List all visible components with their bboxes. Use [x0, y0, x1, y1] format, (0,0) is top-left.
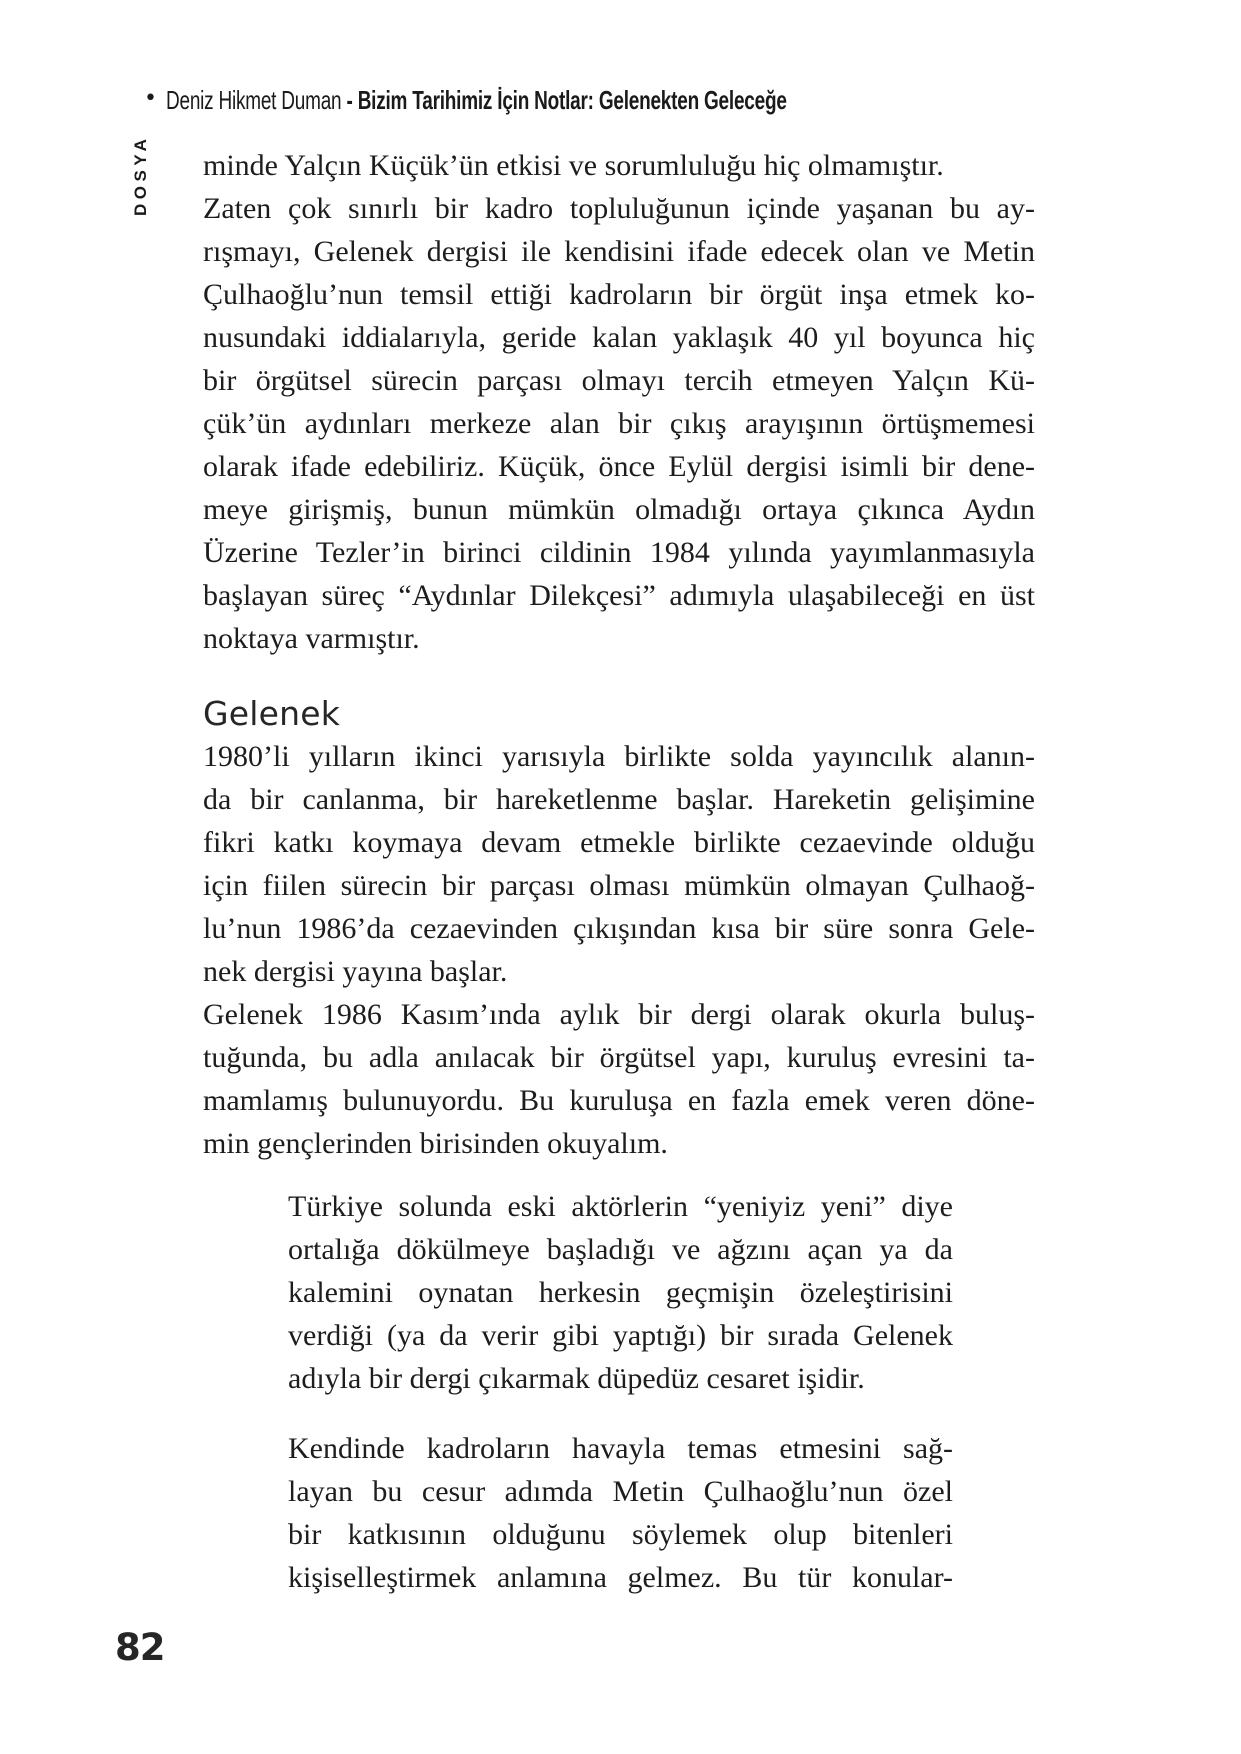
- header-text: [166, 86, 787, 114]
- section-heading: Gelenek: [203, 694, 341, 733]
- text-line: Üzerine Tezler’in birinci cildinin 1984 yılında yayımlanmasıyla: [203, 536, 1035, 569]
- text-line: min gençlerinden birisinden okuyalım.: [203, 1127, 668, 1160]
- paragraph: [203, 187, 1035, 660]
- text-line: olarak ifade edebiliriz. Küçük, önce Eylül dergisi isimli bir dene-: [203, 450, 1035, 483]
- block-quote: [203, 1185, 1035, 1400]
- text-line: Zaten çok sınırlı bir kadro topluluğunun içinde yaşanan bu ay-: [203, 192, 1035, 225]
- text-line: başlayan süreç “Aydınlar Dilekçesi” adımıyla ulaşabileceği en üst: [203, 579, 1035, 612]
- text-line: kişiselleştirmek anlamına gelmez. Bu tür konular-: [288, 1561, 953, 1594]
- text-line: meye girişmiş, bunun mümkün olmadığı ortaya çıkınca Aydın: [203, 493, 1035, 526]
- text-line: nusundaki iddialarıyla, geride kalan yaklaşık 40 yıl boyunca hiç: [203, 321, 1035, 354]
- text-line: da bir canlanma, bir hareketlenme başlar. Hareketin gelişimine: [203, 783, 1035, 816]
- text-line: bir örgütsel sürecin parçası olmayı tercih etmeyen Yalçın Kü-: [203, 364, 1035, 397]
- header-separator: -: [346, 85, 353, 115]
- text-line: rışmayı, Gelenek dergisi ile kendisini ifade edecek olan ve Metin: [203, 235, 1035, 268]
- text-line: Türkiye solunda eski aktörlerin “yeniyiz yeni” diye: [288, 1190, 953, 1223]
- text-line: için fiilen sürecin bir parçası olması mümkün olmayan Çulhaoğ-: [203, 869, 1035, 902]
- text-line: 1980’li yılların ikinci yarısıyla birlikte solda yayıncılık alanın-: [203, 740, 1035, 773]
- bullet-icon: •: [144, 86, 157, 111]
- text-line: çük’ün aydınları merkeze alan bir çıkış arayışının örtüşmemesi: [203, 407, 1035, 440]
- block-quote: [203, 1427, 1035, 1599]
- text-line: lu’nun 1986’da cezaevinden çıkışından kısa bir süre sonra Gele-: [203, 912, 1035, 945]
- paragraph: [203, 735, 1035, 993]
- text-line: fikri katkı koymaya devam etmekle birlikte cezaevinde olduğu: [203, 826, 1035, 859]
- header-title: Bizim Tarihimiz İçin Notlar: Gelenekten Geleceğe: [357, 85, 787, 115]
- header-author: Deniz Hikmet Duman: [165, 85, 342, 115]
- text-line: nek dergisi yayına başlar.: [203, 955, 508, 988]
- text-line: noktaya varmıştır.: [203, 622, 420, 655]
- text-line: mamlamış bulunuyordu. Bu kuruluşa en fazla emek veren döne-: [203, 1084, 1035, 1117]
- text-line: Çulhaoğlu’nun temsil ettiği kadroların bir örgüt inşa etmek ko-: [203, 278, 1035, 311]
- page-header: [144, 86, 1016, 114]
- body-text: [203, 144, 1035, 1599]
- text-line: minde Yalçın Küçük’ün etkisi ve sorumluluğu hiç olmamıştır.: [203, 149, 944, 182]
- text-line: ortalığa dökülmeye başladığı ve ağzını açan ya da: [288, 1233, 953, 1266]
- text-line: kalemini oynatan herkesin geçmişin özeleştirisini: [288, 1276, 953, 1309]
- paragraph: [203, 993, 1035, 1165]
- text-line: tuğunda, bu adla anılacak bir örgütsel yapı, kuruluş evresini ta-: [203, 1041, 1035, 1074]
- page-number: 82: [115, 1626, 165, 1669]
- sidebar-vertical-label: [129, 134, 155, 216]
- sidebar-vertical-label-text: DOSYA: [131, 134, 150, 216]
- text-line: verdiği (ya da verir gibi yaptığı) bir sırada Gelenek: [288, 1319, 953, 1352]
- text-line: layan bu cesur adımda Metin Çulhaoğlu’nun özel: [288, 1475, 953, 1508]
- text-line: Gelenek 1986 Kasım’ında aylık bir dergi olarak okurla buluş-: [203, 998, 1035, 1031]
- paragraph: [203, 144, 1035, 187]
- text-line: Kendinde kadroların havayla temas etmesini sağ-: [288, 1432, 953, 1465]
- text-line: bir katkısının olduğunu söylemek olup bitenleri: [288, 1518, 953, 1551]
- text-line: adıyla bir dergi çıkarmak düpedüz cesaret işidir.: [288, 1362, 865, 1395]
